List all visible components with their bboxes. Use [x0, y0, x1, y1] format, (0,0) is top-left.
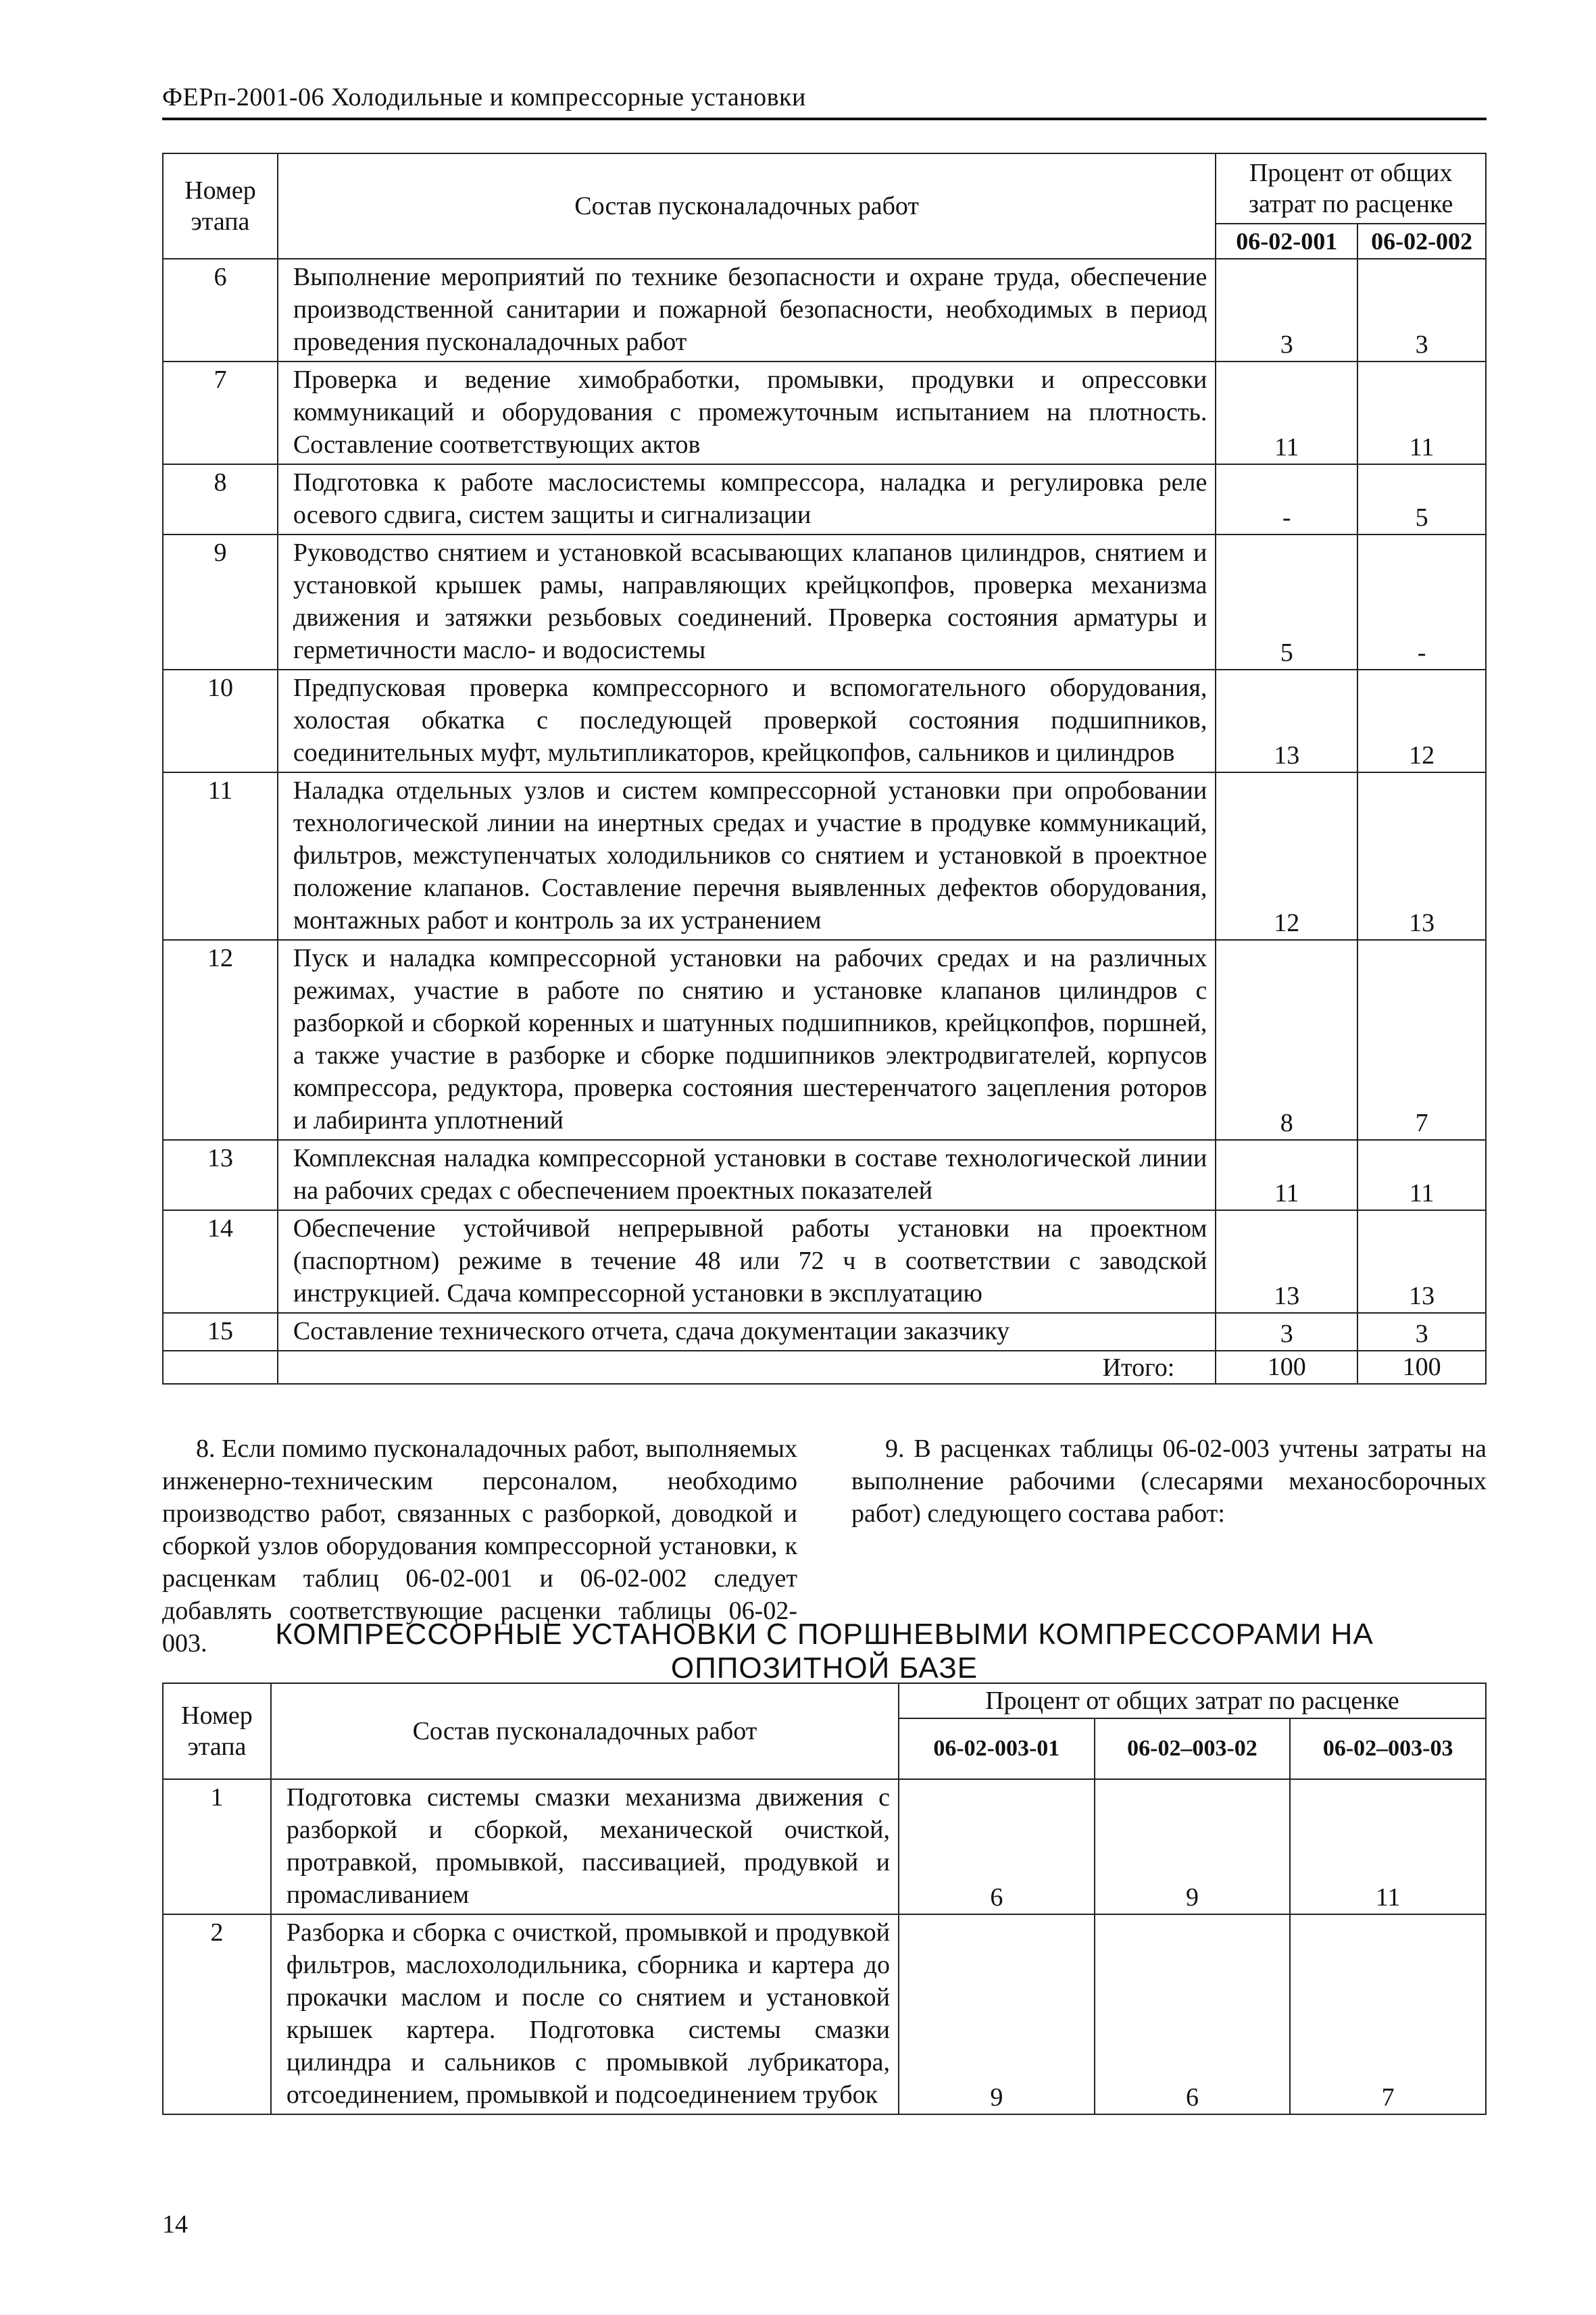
section-title: КОМПРЕССОРНЫЕ УСТАНОВКИ С ПОРШНЕВЫМИ КОМПРЕССОРАМИ НА ОППОЗИТНОЙ БАЗЕ	[275, 1618, 1374, 1685]
stage-number: 2	[163, 1914, 271, 2114]
col-stage-header: Номер этапа	[163, 1683, 271, 1779]
code-header: 06-02-003-01	[899, 1718, 1095, 1779]
stage-number: 1	[163, 1779, 271, 1914]
table-row	[163, 670, 1486, 772]
percent-value: 5	[1216, 534, 1357, 670]
stage-description: Предпусковая проверка компрессорного и вспомогательного оборудования, холостая обкатка с последующей проверкой состояния подшипников, соединительных муфт, мультипликаторов, крейцкопфов, сальников и цилиндров	[278, 670, 1216, 772]
percent-value: 9	[899, 1914, 1095, 2114]
stage-number: 13	[163, 1140, 278, 1210]
percent-value: 9	[1095, 1779, 1291, 1914]
stage-description: Подготовка системы смазки механизма движения с разборкой и сборкой, механической очисткой, протравкой, промывкой, пассивацией, продувкой и промасливанием	[271, 1779, 899, 1914]
code-header: 06-02–003-03	[1290, 1718, 1486, 1779]
percent-value: 12	[1216, 772, 1357, 940]
percent-value: -	[1216, 464, 1357, 534]
table-row	[163, 940, 1486, 1140]
col-percent-header: Процент от общих затрат по расценке	[1216, 153, 1486, 224]
percent-value: -	[1357, 534, 1486, 670]
percent-value: 12	[1357, 670, 1486, 772]
stage-number: 9	[163, 534, 278, 670]
stage-number: 6	[163, 259, 278, 362]
total-row	[163, 1351, 1486, 1384]
stage-description: Руководство снятием и установкой всасывающих клапанов цилиндров, снятием и установкой крышек рамы, направляющих крейцкопфов, проверка механизма движения и затяжки резьбовых соединений. Проверка состояния арматуры и герметичности масло- и водосистемы	[278, 534, 1216, 670]
col-work-header: Состав пусконаладочных работ	[278, 153, 1216, 259]
table-row	[163, 464, 1486, 534]
stage-number: 12	[163, 940, 278, 1140]
stage-number: 7	[163, 362, 278, 464]
percent-value: 6	[1095, 1914, 1291, 2114]
percent-value: 13	[1216, 670, 1357, 772]
total-value: 100	[1216, 1351, 1357, 1384]
percent-value: 13	[1357, 1210, 1486, 1313]
percent-value: 3	[1216, 1313, 1357, 1351]
empty-cell	[163, 1351, 278, 1384]
stage-description: Наладка отдельных узлов и систем компрессорной установки при опробовании технологической линии на инертных средах и участие в продувке коммуникаций, фильтров, межступенчатых холодильников со снятием и установкой в проектное положение клапанов. Составление перечня выявленных дефектов оборудования, монтажных работ и контроль за их устранением	[278, 772, 1216, 940]
stage-description: Выполнение мероприятий по технике безопасности и охране труда, обеспечение производственной санитарии и пожарной безопасности, необходимых в период проведения пусконаладочных работ	[278, 259, 1216, 362]
percent-value: 5	[1357, 464, 1486, 534]
stage-description: Комплексная наладка компрессорной установки в составе технологической линии на рабочих средах с обеспечением проектных показателей	[278, 1140, 1216, 1210]
running-header: ФЕРп-2001-06 Холодильные и компрессорные установки	[162, 83, 806, 111]
stage-description: Подготовка к работе маслосистемы компрессора, наладка и регулировка реле осевого сдвига, систем защиты и сигнализации	[278, 464, 1216, 534]
stage-description: Обеспечение устойчивой непрерывной работы установки на проектном (паспортном) режиме в течение 48 или 72 ч в соответствии с заводской инструкцией. Сдача компрессорной установки в эксплуатацию	[278, 1210, 1216, 1313]
stage-description: Проверка и ведение химобработки, промывки, продувки и опрессовки коммуникаций и оборудования с промежуточным испытанием на плотность. Составление соответствующих актов	[278, 362, 1216, 464]
table-row	[163, 772, 1486, 940]
table-row	[163, 1779, 1486, 1914]
percent-value: 6	[899, 1779, 1095, 1914]
percent-value: 13	[1216, 1210, 1357, 1313]
total-value: 100	[1357, 1351, 1486, 1384]
percent-value: 11	[1357, 362, 1486, 464]
col-work-header: Состав пусконаладочных работ	[271, 1683, 899, 1779]
percent-value: 7	[1290, 1914, 1486, 2114]
stage-number: 8	[163, 464, 278, 534]
paragraph-8: 8. Если помимо пусконаладочных работ, выполняемых инженерно-техническим персоналом, необходимо производство работ, связанных с разборкой, доводкой и сборкой узлов оборудования компрессорной установки, к расценкам таблиц 06-02-001 и 06-02-002 следует добавлять соответствующие расценки таблицы 06-02-003.	[162, 1435, 797, 1658]
percent-value: 11	[1216, 362, 1357, 464]
stage-description: Разборка и сборка с очисткой, промывкой и продувкой фильтров, маслохолодильника, сборника и картера до прокачки маслом и после со снятием и установкой крышек картера. Подготовка системы смазки цилиндра и сальников с промывкой лубрикатора, отсоединением, промывкой и подсоединением трубок	[271, 1914, 899, 2114]
col-percent-header: Процент от общих затрат по расценке	[899, 1683, 1486, 1718]
code-header: 06-02-001	[1216, 224, 1357, 259]
stage-number: 10	[163, 670, 278, 772]
code-header: 06-02-002	[1357, 224, 1486, 259]
table-row	[163, 1210, 1486, 1313]
stage-number: 11	[163, 772, 278, 940]
table-row	[163, 534, 1486, 670]
total-label: Итого:	[278, 1351, 1216, 1384]
stage-description: Составление технического отчета, сдача документации заказчику	[278, 1313, 1216, 1351]
percent-value: 3	[1357, 259, 1486, 362]
percent-value: 3	[1216, 259, 1357, 362]
percent-value: 11	[1357, 1140, 1486, 1210]
table-row	[163, 1313, 1486, 1351]
paragraph-9: 9. В расценках таблицы 06-02-003 учтены затраты на выполнение рабочими (слесарями механосборочных работ) следующего состава работ:	[851, 1435, 1487, 1528]
code-header: 06-02–003-02	[1095, 1718, 1291, 1779]
col-stage-header: Номер этапа	[163, 153, 278, 259]
table-row	[163, 1140, 1486, 1210]
page-number: 14	[162, 2210, 188, 2239]
percent-value: 11	[1290, 1779, 1486, 1914]
stage-number: 14	[163, 1210, 278, 1313]
stage-description: Пуск и наладка компрессорной установки на рабочих средах и на различных режимах, участие в работе по снятию и установке клапанов цилиндров с разборкой и сборкой коренных и шатунных подшипников, крейцкопфов, поршней, а также участие в разборке и сборке подшипников электродвигателей, корпусов компрессора, редуктора, проверка состояния шестеренчатого зацепления роторов и лабиринта уплотнений	[278, 940, 1216, 1140]
percent-value: 8	[1216, 940, 1357, 1140]
header-rule	[162, 118, 1487, 120]
percent-value: 3	[1357, 1313, 1486, 1351]
stage-number: 15	[163, 1313, 278, 1351]
percent-value: 13	[1357, 772, 1486, 940]
percent-value: 11	[1216, 1140, 1357, 1210]
stages-table-1	[162, 153, 1487, 1385]
table-row	[163, 1914, 1486, 2114]
table-row	[163, 362, 1486, 464]
stages-table-2	[162, 1683, 1487, 2115]
percent-value: 7	[1357, 940, 1486, 1140]
table-row	[163, 259, 1486, 362]
